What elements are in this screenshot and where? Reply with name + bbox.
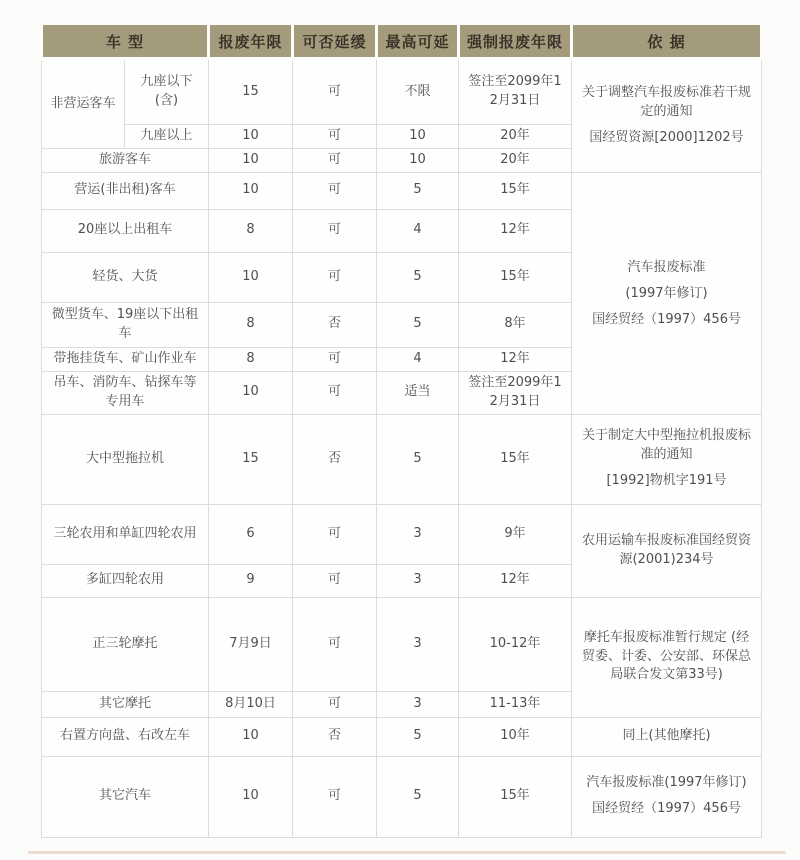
cell-scrap-years: 10 [209, 756, 293, 837]
cell-scrap-years: 10 [209, 717, 293, 756]
cell-delay-allowed: 可 [293, 209, 377, 252]
cell-max-extension: 3 [377, 564, 459, 597]
cell-delay-allowed: 否 [293, 302, 377, 347]
cell-mandatory-scrap: 15年 [459, 756, 572, 837]
col-header-mandatory-scrap: 强制报废年限 [459, 24, 572, 59]
col-header-delay-allowed: 可否延缓 [293, 24, 377, 59]
cell-mandatory-scrap: 9年 [459, 504, 572, 564]
cell-mandatory-scrap: 11-13年 [459, 691, 572, 717]
cell-vehicle-type: 其它汽车 [42, 756, 209, 837]
basis-line: 汽车报废标准 [627, 260, 706, 276]
cell-delay-allowed: 可 [293, 504, 377, 564]
col-header-max-extension: 最高可延 [377, 24, 459, 59]
cell-vehicle-type: 带拖挂货车、矿山作业车 [42, 347, 209, 371]
cell-vehicle-type: 20座以上出租车 [42, 209, 209, 252]
table-row [42, 414, 762, 504]
cell-vehicle-type: 营运(非出租)客车 [42, 172, 209, 209]
table-row [42, 172, 762, 209]
cell-max-extension: 不限 [377, 59, 459, 125]
cell-max-extension: 4 [377, 209, 459, 252]
basis-line: 国经贸经（1997）456号 [592, 312, 741, 328]
cell-mandatory-scrap: 12年 [459, 209, 572, 252]
cell-mandatory-scrap: 10-12年 [459, 597, 572, 691]
cell-max-extension: 5 [377, 302, 459, 347]
cell-delay-allowed: 可 [293, 252, 377, 302]
cell-delay-allowed: 可 [293, 756, 377, 837]
cell-vehicle-type: 微型货车、19座以下出租车 [42, 302, 209, 347]
cell-delay-allowed: 否 [293, 717, 377, 756]
cell-scrap-years: 6 [209, 504, 293, 564]
cell-max-extension: 5 [377, 717, 459, 756]
cell-vehicle-type: 正三轮摩托 [42, 597, 209, 691]
cell-scrap-years: 7月9日 [209, 597, 293, 691]
cell-scrap-years: 9 [209, 564, 293, 597]
basis-line: 汽车报废标准(1997年修订) [586, 775, 747, 791]
cell-delay-allowed: 可 [293, 59, 377, 125]
cell-max-extension: 4 [377, 347, 459, 371]
cell-scrap-years: 8 [209, 347, 293, 371]
cell-scrap-years: 8 [209, 302, 293, 347]
cell-scrap-years: 8 [209, 209, 293, 252]
basis-line: (1997年修订) [625, 286, 708, 302]
col-header-vehicle-type: 车 型 [42, 24, 209, 59]
cell-vehicle-type: 轻货、大货 [42, 252, 209, 302]
cell-delay-allowed: 可 [293, 691, 377, 717]
header-row [42, 24, 762, 59]
table-row [42, 717, 762, 756]
cell-scrap-years: 15 [209, 414, 293, 504]
cell-delay-allowed: 可 [293, 149, 377, 173]
cell-basis [572, 172, 762, 414]
cell-delay-allowed: 可 [293, 597, 377, 691]
table-row [42, 59, 762, 125]
cell-max-extension: 3 [377, 504, 459, 564]
cell-vehicle-type: 大中型拖拉机 [42, 414, 209, 504]
cell-basis [572, 597, 762, 717]
basis-line: 国经贸经（1997）456号 [592, 801, 741, 817]
cell-max-extension: 适当 [377, 371, 459, 414]
cell-basis [572, 59, 762, 173]
cell-basis [572, 504, 762, 597]
cell-scrap-years: 8月10日 [209, 691, 293, 717]
cell-vehicle-type: 旅游客车 [42, 149, 209, 173]
cell-basis [572, 414, 762, 504]
cell-mandatory-scrap: 15年 [459, 172, 572, 209]
cell-max-extension: 10 [377, 125, 459, 149]
basis-line: [1992]物机字191号 [606, 472, 727, 488]
cell-delay-allowed: 否 [293, 414, 377, 504]
table-row [42, 597, 762, 691]
basis-line: 摩托车报废标准暂行规定 (经贸委、计委、公安部、环保总局联合发文第33号) [582, 629, 752, 683]
cell-mandatory-scrap: 8年 [459, 302, 572, 347]
cell-basis [572, 717, 762, 756]
cell-mandatory-scrap: 15年 [459, 252, 572, 302]
cell-scrap-years: 10 [209, 371, 293, 414]
cell-mandatory-scrap: 20年 [459, 149, 572, 173]
basis-line: 同上(其他摩托) [622, 728, 711, 744]
cell-max-extension: 5 [377, 414, 459, 504]
cell-max-extension: 3 [377, 691, 459, 717]
table-row [42, 756, 762, 837]
cell-vehicle-type: 吊车、消防车、钻探车等专用车 [42, 371, 209, 414]
cell-scrap-years: 10 [209, 172, 293, 209]
col-header-basis: 依 据 [572, 24, 762, 59]
cell-vehicle-group: 非营运客车 [42, 59, 125, 149]
basis-line: 国经贸资源[2000]1202号 [589, 129, 744, 145]
cell-vehicle-subtype: 九座以上 [125, 125, 209, 149]
cell-max-extension: 5 [377, 252, 459, 302]
cell-vehicle-type: 其它摩托 [42, 691, 209, 717]
col-header-scrap-years: 报废年限 [209, 24, 293, 59]
basis-line: 关于制定大中型拖拉机报废标准的通知 [582, 428, 752, 463]
cell-vehicle-type: 右置方向盘、右改左车 [42, 717, 209, 756]
basis-line: 关于调整汽车报废标准若干规定的通知 [582, 85, 752, 119]
cell-max-extension: 10 [377, 149, 459, 173]
cell-scrap-years: 10 [209, 125, 293, 149]
cell-delay-allowed: 可 [293, 125, 377, 149]
bottom-accent-divider [28, 851, 786, 854]
basis-line: 农用运输车报废标准国经贸资源(2001)234号 [582, 532, 752, 567]
cell-vehicle-subtype: 九座以下 (含) [125, 59, 209, 125]
cell-scrap-years: 15 [209, 59, 293, 125]
table-row [42, 504, 762, 564]
cell-scrap-years: 10 [209, 252, 293, 302]
cell-mandatory-scrap: 10年 [459, 717, 572, 756]
cell-mandatory-scrap: 20年 [459, 125, 572, 149]
cell-mandatory-scrap: 12年 [459, 347, 572, 371]
cell-delay-allowed: 可 [293, 564, 377, 597]
cell-max-extension: 3 [377, 597, 459, 691]
cell-delay-allowed: 可 [293, 172, 377, 209]
cell-scrap-years: 10 [209, 149, 293, 173]
cell-mandatory-scrap: 签注至2099年12月31日 [459, 371, 572, 414]
cell-vehicle-type: 三轮农用和单缸四轮农用 [42, 504, 209, 564]
cell-max-extension: 5 [377, 172, 459, 209]
cell-basis [572, 756, 762, 837]
cell-max-extension: 5 [377, 756, 459, 837]
cell-delay-allowed: 可 [293, 371, 377, 414]
scrap-standards-table [40, 22, 760, 838]
cell-mandatory-scrap: 签注至2099年12月31日 [459, 59, 572, 125]
cell-mandatory-scrap: 12年 [459, 564, 572, 597]
cell-mandatory-scrap: 15年 [459, 414, 572, 504]
cell-delay-allowed: 可 [293, 347, 377, 371]
cell-vehicle-type: 多缸四轮农用 [42, 564, 209, 597]
